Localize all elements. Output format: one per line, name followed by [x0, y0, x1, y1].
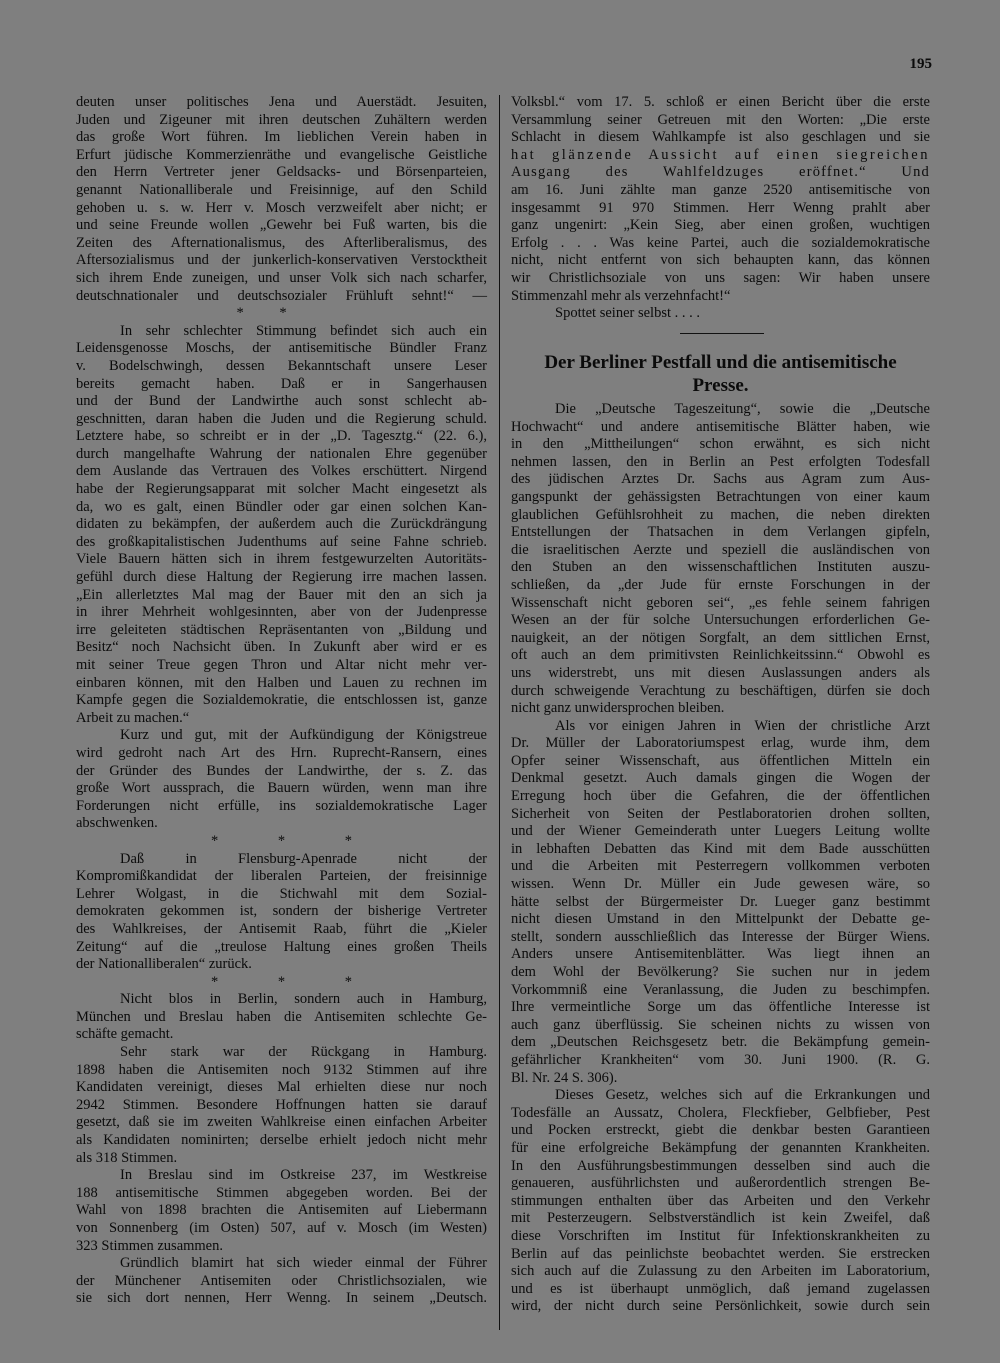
text-line: Nicht blos in Berlin, sondern auch in Hamburg, [120, 991, 487, 1008]
text-line: Die „Deutsche Tageszeitung“, sowie die „Deutsche [555, 401, 930, 417]
text-line: Vorkommniß eine Veranlassung, die Juden zu beschimpfen. [511, 981, 930, 998]
text-line: Ausgang des Wahlfeldzuges eröffnet.“ Und [511, 164, 930, 181]
text-line: Juden und Zigeuner mit ihren deutschen Zuhältern werden [76, 111, 487, 128]
text-line: dem „Deutschen Reichsgesetz betr. die Bekämpfung gemein- [511, 1034, 930, 1051]
right-column-article [511, 401, 930, 1316]
text-line: Erfolg . . . Was keine Partei, auch die sozialdemokratische [511, 234, 930, 251]
column-divider [499, 95, 500, 1330]
text-line: gehoben u. s. w. Herr v. Mosch verzweifelt aber nicht; er [76, 199, 487, 216]
text-line: In sehr schlechter Stimmung befindet sich auch ein [120, 322, 487, 339]
text-line: da, wo es galt, einen Bündler oder gar einen solchen Kan- [76, 498, 487, 515]
left-column [76, 94, 487, 1308]
right-column-top [511, 94, 930, 323]
text-line: große Wort aussprach, die Bauern würden, wenn man ihre [76, 780, 487, 797]
text-line: und der Wiener Gemeinderath unter Luegers Leitung wollte [511, 823, 930, 840]
text-line: Sehr stark war der Rückgang in Hamburg. [120, 1044, 487, 1061]
text-line: Arbeit zu machen.“ [76, 709, 190, 726]
text-line: Zeiten des Afternationalismus, des Afterliberalismus, des [76, 234, 487, 251]
text-line: in ihrer Mehrheit wohlgesinnten, aber von der Judenpresse [76, 604, 487, 621]
text-line: Dr. Müller der Laboratoriumspest erlag, wurde ihm, dem [511, 735, 930, 752]
text-line: „Ein allerletztes Mal mag der Bauer mit den an sich ja [76, 586, 487, 603]
text-line: Entstellungen der Thatsachen in dem Verlangen gipfeln, [511, 524, 930, 541]
text-line: gesetzt, daß sie im zweiten Wahlkreise einen einfachen Arbeiter [76, 1114, 487, 1131]
text-line: Gründlich blamirt hat sich wieder einmal der Führer [120, 1255, 487, 1272]
text-line: des großkapitalistischen Judenthums auf seine Fahne schrieb. [76, 533, 487, 550]
text-line: Besitz“ noch Nachsicht üben. In Zukunft aber wird er es [76, 639, 487, 656]
text-line: deutschnationaler und deutschsozialer Frühluft sehnt!“ — [76, 287, 487, 304]
text-line: als Kandidaten nominirten; derselbe erhielt jedoch nicht mehr [76, 1132, 487, 1149]
text-line: und es ist überhaupt unmöglich, daß jemand zugelassen [511, 1280, 930, 1297]
text-line: irre geleiteten städtischen Repräsentanten von „Bildung und [76, 621, 487, 638]
text-line: Leidensgenosse Moschs, der antisemitische Bündler Franz [76, 340, 487, 357]
text-line: stimmungen enthalten über das Arbeiten und den Verkehr [511, 1192, 930, 1209]
text-line: durch mangelhafte Wahrung der nationalen Ehre gegenüber [76, 445, 487, 462]
text-line: Todesfälle an Aussatz, Cholera, Fleckfieber, Gelbfieber, Pest [511, 1104, 930, 1121]
text-line: bereits gemacht haben. Daß er in Sangerhausen [76, 375, 487, 392]
text-line: diese Vorschriften im Institut für Infektionskrankheiten zu [511, 1227, 930, 1244]
article-heading-line: Presse. [692, 375, 749, 396]
text-line: Denkmal gesetzt. Auch damals gingen die Wogen der [511, 770, 930, 787]
text-line: Hochwacht“ und andere antisemitische Blätter haben, wie [511, 418, 930, 435]
text-line: der Nationalliberalen“ zurück. [76, 956, 252, 973]
text-line: Anders unsere Antisemitenblätter. Was liegt ihnen an [511, 946, 930, 963]
article-heading [511, 351, 930, 397]
text-line: wird gedroht nach Art des Hrn. Ruprecht-Ransern, eines [76, 744, 487, 761]
text-line: nehmen lassen, den in Berlin an Pest erfolgten Todesfall [511, 453, 930, 470]
text-line: Wissenschaft nicht geboren sei“, „es fehle seinem fahrigen [511, 594, 930, 611]
text-line: das große Wort führen. Im lieblichen Verein haben in [76, 129, 487, 146]
text-line: Opfer seiner Wissenschaft, aus öffentlichen Mitteln ein [511, 752, 930, 769]
text-line: wir Christlichsoziale von uns sagen: Wir haben unsere [511, 269, 930, 286]
section-separator: * * [236, 305, 287, 322]
text-line: auch ganz überflüssig. Sie scheinen nichts zu wissen von [511, 1016, 930, 1033]
text-line: geschnitten, daran haben die Juden und die Regierung schuld. [76, 410, 487, 427]
text-line: genannt Nationalliberale und Freisinnige, auf den Schild [76, 181, 487, 198]
page-number: 195 [909, 56, 932, 72]
text-line: Letztere habe, so schreibt er in der „D. Tagesztg.“ (22. 6.), [76, 428, 487, 445]
text-line: hat glänzende Aussicht auf einen siegreichen [511, 146, 930, 163]
text-line: der Münchener Antisemiten oder Christlichsozialen, wie [76, 1272, 487, 1289]
text-line: v. Bodelschwingh, dessen Bekanntschaft unsere Leser [76, 357, 487, 374]
text-line: schäfte gemacht. [76, 1026, 174, 1043]
text-line: 2942 Stimmen. Besondere Hoffnungen hatten sie darauf [76, 1096, 487, 1113]
text-line: den Herrn Vertreter jener Geldsacks- und Börsenparteien, [76, 164, 487, 181]
text-line: nicht diesen Umstand in den Mittelpunkt der Debatte ge- [511, 911, 930, 928]
text-line: 188 antisemitische Stimmen abgegeben worden. Bei der [76, 1184, 487, 1201]
text-line: Als vor einigen Jahren in Wien der christliche Arzt [555, 717, 930, 734]
text-line: am 16. Juni zählte man ganze 2520 antisemitische von [511, 181, 930, 198]
text-line: Schlacht in diesem Wahlkampfe ist also geschlagen und sie [511, 129, 930, 146]
text-line: einbaren können, mit den Halben und Lauen zu rechnen im [76, 674, 487, 691]
text-line: für eine erfolgreiche Bekämpfung der genannten Krankheiten. [511, 1139, 930, 1156]
text-line: in den „Mittheilungen“ schon erwähnt, es sich nicht [511, 436, 930, 453]
text-line: dem Wohl der Bevölkerung? Sie suchen nur in jedem [511, 964, 930, 980]
text-line: wird, der nicht durch seine Persönlichkeit, sowie durch sein [511, 1298, 930, 1315]
text-line: gangspunkt der gehässigsten Betrachtungen von einer kaum [511, 488, 930, 505]
text-line: deuten unser politisches Jena und Auerstädt. Jesuiten, [76, 94, 487, 110]
text-line: abschwenken. [76, 815, 158, 832]
article-heading-line: Der Berliner Pestfall und die antisemitische [544, 352, 897, 373]
text-line: genaueren, ausführlichsten und außerordentlich strengen Be- [511, 1175, 930, 1192]
text-line: Berlin auf das peinlichste beobachtet werden. Sie erstrecken [511, 1245, 930, 1262]
text-line: glaublichen Gefühlsrohheit zu machen, die neben direkten [511, 506, 930, 523]
text-line: Versammlung seiner Getreuen mit den Worten: „Die erste [511, 111, 930, 128]
text-line: Erfurt jüdische Kommerzienräthe und evangelische Geistliche [76, 146, 487, 163]
text-line: dem Auslande das Vertrauen des Volkes erschüttert. Nirgend [76, 463, 487, 480]
text-line: Daß in Flensburg-Apenrade nicht der [120, 850, 487, 867]
text-line: nicht ganz unwidersprochen bleiben. [511, 700, 725, 717]
text-line: insgesammt 91 970 Stimmen. Herr Wenng prahlt aber [511, 199, 930, 216]
text-line: als 318 Stimmen. [76, 1149, 178, 1166]
text-line: Stimmenzahl mehr als verzehnfacht!“ [511, 287, 731, 304]
text-line: oft auch an dem primitivsten Reinlichkeitssinn.“ Obwohl es [511, 647, 930, 664]
text-line: Kurz und gut, mit der Aufkündigung der Königstreue [120, 727, 487, 744]
text-line: Zeitung“ auf die „treulose Haltung eines großen Theils [76, 938, 487, 955]
text-line: uns widerstrebt, uns mit diesen Auslassungen anders als [511, 664, 930, 681]
text-line: mit Pesterzeugern. Selbstverständlich ist kein Zweifel, daß [511, 1210, 930, 1227]
section-separator: * * * [211, 832, 352, 849]
text-line: In den Ausführungsbestimmungen desselben sind auch die [511, 1157, 930, 1174]
text-line: mit seiner Treue gegen Thron und Altar nicht mehr ver- [76, 657, 487, 673]
text-line: Volksbl.“ vom 17. 5. schloß er einen Bericht über die erste [511, 94, 930, 110]
text-line: in lebhaften Debatten das Kind mit dem Bade ausschütten [511, 840, 930, 857]
text-line: hätte selbst der Bürgermeister Dr. Lueger ganz bestimmt [511, 893, 930, 910]
text-line: sie sich dort nennen, Herr Wenng. In seinem „Deutsch. [76, 1290, 487, 1307]
text-line: 323 Stimmen zusammen. [76, 1237, 223, 1254]
text-line: Lehrer Wolgast, in die Stichwahl mit dem Sozial- [76, 885, 487, 902]
text-line: und seine Freunde wollen „Gewehr bei Fuß warten, bis die [76, 217, 487, 234]
text-line: 1898 haben die Antisemiten noch 9132 Stimmen auf ihre [76, 1061, 487, 1078]
text-line: nicht, nicht entfernt von sich behaupten kann, das können [511, 252, 930, 269]
text-line: gefühl durch diese Haltung der Regierung irre machen lassen. [76, 569, 487, 586]
text-line: Forderungen nicht erfülle, ins sozialdemokratische Lager [76, 797, 487, 814]
text-line: Sicherheit von Seiten der Pestlaboratorien drohen sollten, [511, 805, 930, 822]
text-line: nauigkeit, an der nötigen Sorgfalt, an dem sittlichen Ernst, [511, 629, 930, 646]
text-line: und der Bund der Landwirthe auch sonst schlecht ab- [76, 393, 487, 410]
section-separator: * * * [211, 973, 352, 990]
text-line: Aftersozialismus und der junkerlich-konservativen Verstocktheit [76, 252, 487, 269]
text-line: ganz ungenirt: „Kein Sieg, aber einen großen, wuchtigen [511, 217, 930, 234]
text-line: und Pocken erstreckt, giebt die denkbar besten Garantieen [511, 1122, 930, 1139]
text-line: Wahl von 1898 brachten die Antisemiten auf Liebermann [76, 1202, 487, 1219]
text-line: gefährlicher Krankheiten“ vom 30. Juni 1900. (R. G. [511, 1051, 930, 1068]
text-line: Erregung hoch über die Gefahren, die der öffentlichen [511, 788, 930, 805]
text-line: schließen, da „der Jude für ernste Forschungen in der [511, 576, 930, 593]
text-line: des Wahlkreises, der Antisemit Raab, führt die „Kieler [76, 920, 487, 937]
text-line: Spottet seiner selbst . . . . [555, 305, 700, 322]
text-line: Kampfe gegen die Sozialdemokratie, die entschlossen ist, ganze [76, 692, 487, 709]
text-line: demokraten gekommen ist, sondern der bisherige Vertreter [76, 903, 487, 920]
text-line: Kompromißkandidat der liberalen Parteien, der freisinnige [76, 868, 487, 885]
text-line: von Sonnenberg (im Osten) 507, auf v. Mosch (im Westen) [76, 1220, 487, 1236]
text-line: der Gründer des Bundes der Landwirthe, der s. Z. das [76, 762, 487, 779]
text-line: den Stuben an den wissenschaftlichen Instituten auszu- [511, 559, 930, 576]
text-line: didaten zu bekämpfen, der außerdem auch die Zurückdrängung [76, 516, 487, 533]
text-line: Bl. Nr. 24 S. 306). [511, 1069, 618, 1086]
text-line: und die Arbeiten mit Pesterregern vollkommen verboten [511, 858, 930, 875]
text-line: habe der Regierungsapparat mit solcher Macht eingesetzt als [76, 481, 487, 498]
text-line: München und Breslau haben die Antisemiten schlechte Ge- [76, 1008, 487, 1025]
text-line: die israelitischen Aerzte und speziell die ausländischen von [511, 541, 930, 558]
text-line: sich ihrem Ende zuneigen, und unser Volk sich nach scharfer, [76, 269, 487, 286]
text-line: stellt, sondern ausschließlich das Interesse der Bürger Wiens. [511, 928, 930, 945]
text-line: Dieses Gesetz, welches sich auf die Erkrankungen und [555, 1087, 930, 1104]
text-line: wissen. Wenn Dr. Müller ein Jude gewesen wäre, so [511, 876, 930, 893]
text-line: Wesen an der für solche Untersuchungen erforderlichen Ge- [511, 612, 930, 629]
text-line: durch schweigende Verachtung zu beschäftigen, dürfen sie doch [511, 682, 930, 699]
article-separator-rule [680, 333, 764, 334]
text-line: Viele Bauern hätten sich in ihrem festgewurzelten Autoritäts- [76, 551, 487, 568]
text-line: Kandidaten vereinigt, dieses Mal erhielten diese nur noch [76, 1079, 487, 1096]
text-line: In Breslau sind im Ostkreise 237, im Westkreise [120, 1167, 487, 1184]
text-line: Ihre vermeintliche Sorge um das öffentliche Interesse ist [511, 999, 930, 1016]
text-line: sich auch auf die Zulassung zu den Arbeiten im Laboratorium, [511, 1263, 930, 1280]
text-line: des jüdischen Arztes Dr. Sachs aus Agram zum Aus- [511, 471, 930, 488]
